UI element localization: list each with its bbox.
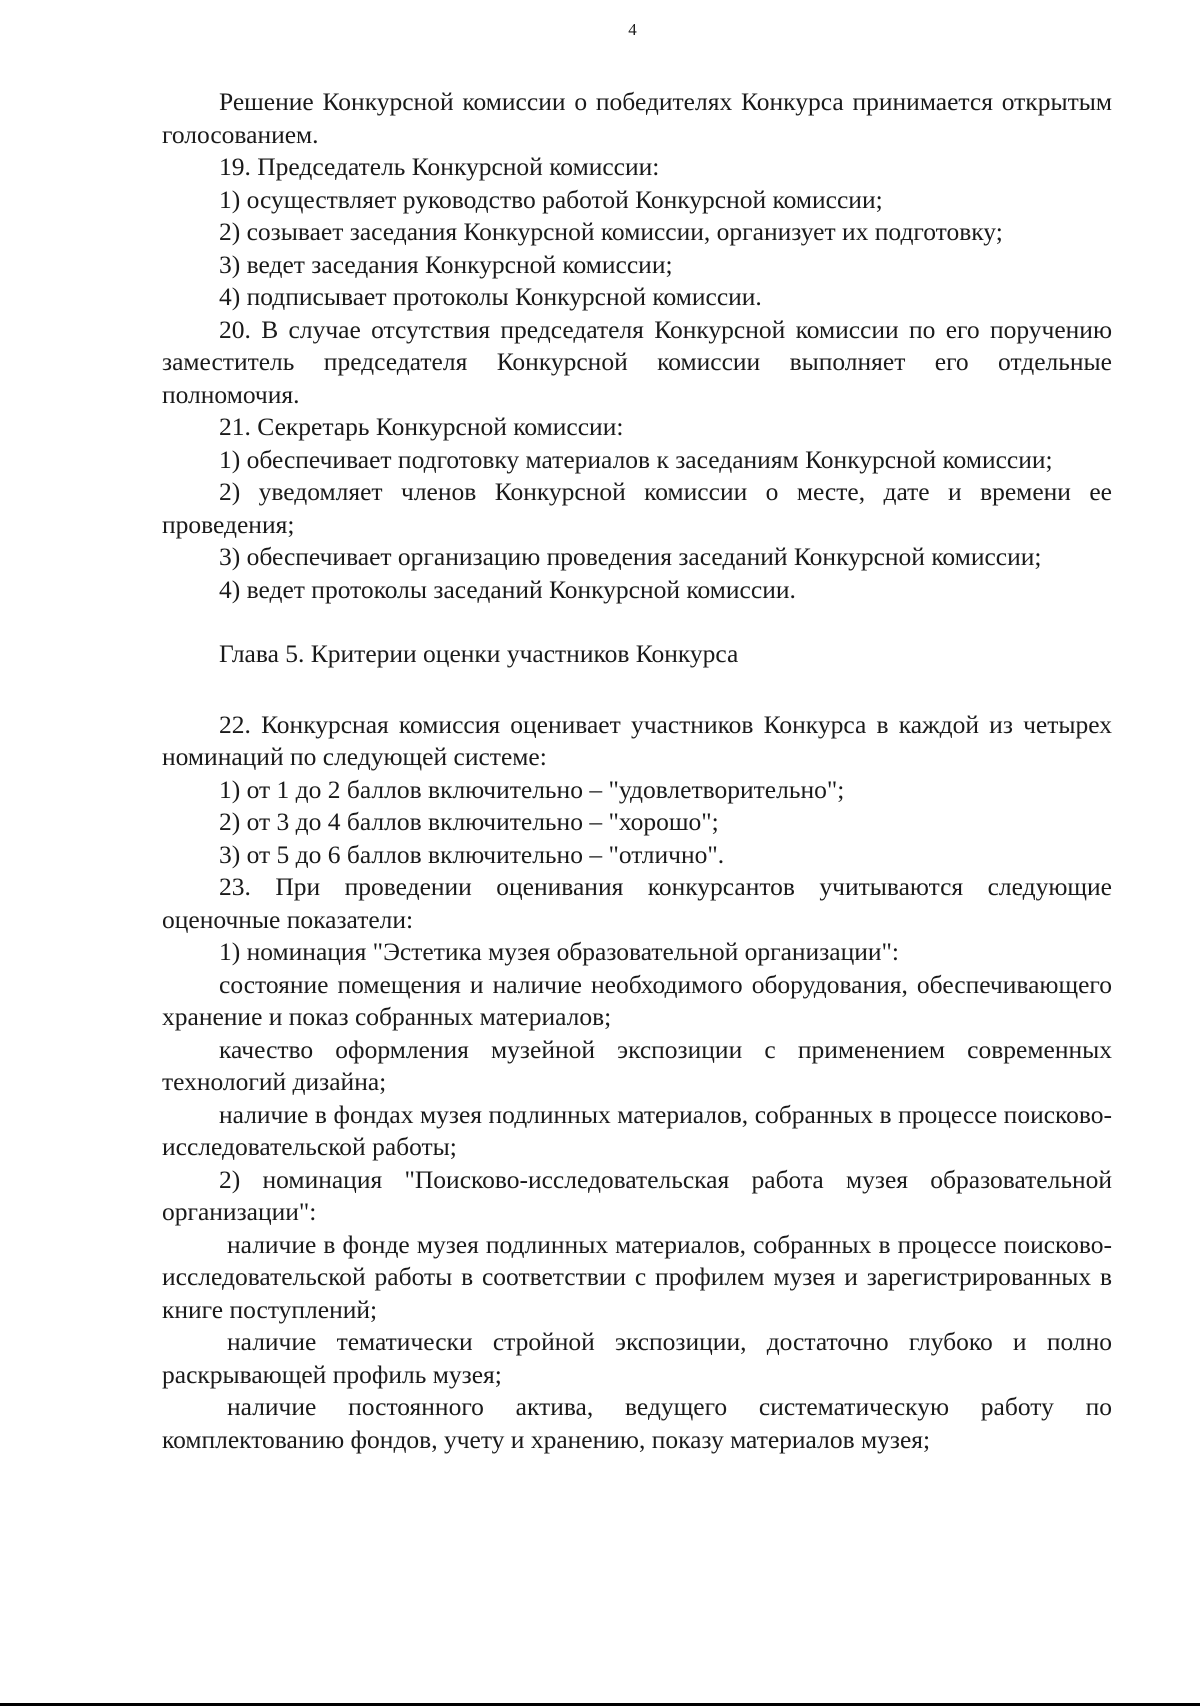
list-item: 3) обеспечивает организацию проведения заседаний Конкурсной комиссии; <box>219 542 1042 571</box>
list-item: 2) от 3 до 4 баллов включительно – "хорошо"; <box>219 807 719 836</box>
document-body <box>162 86 1112 1456</box>
nomination-heading: 2) номинация "Поисково-исследовательская работа музея образовательной организации": <box>162 1164 1112 1226</box>
list-item: 3) от 5 до 6 баллов включительно – "отлично". <box>219 839 725 869</box>
criterion-item: наличие постоянного актива, ведущего систематическую работу по комплектованию фондов, учету и хранению, показу материалов музея; <box>162 1392 1112 1454</box>
list-item: 3) ведет заседания Конкурсной комиссии; <box>219 249 673 279</box>
nomination-heading: 1) номинация "Эстетика музея образовательной организации": <box>219 937 900 966</box>
criterion-item: качество оформления музейной экспозиции с применением современных технологий дизайна; <box>162 1034 1112 1096</box>
criterion-item: состояние помещения и наличие необходимого оборудования, обеспечивающего хранение и показ собранных материалов; <box>162 969 1112 1031</box>
list-item: 2) созывает заседания Конкурсной комиссии, организует их подготовку; <box>219 217 1003 246</box>
paragraph-22: 22. Конкурсная комиссия оценивает участников Конкурса в каждой из четырех номинаций по следующей системе: <box>162 709 1112 771</box>
list-item: 4) подписывает протоколы Конкурсной комиссии. <box>219 282 762 311</box>
paragraph-19: 19. Председатель Конкурсной комиссии: <box>219 152 660 181</box>
criterion-item: наличие в фондах музея подлинных материалов, собранных в процессе поисково-исследовательской работы; <box>162 1099 1112 1161</box>
chapter-heading: Глава 5. Критерии оценки участников Конкурса <box>219 639 739 668</box>
page-number: 4 <box>628 20 637 39</box>
list-item: 1) от 1 до 2 баллов включительно – "удовлетворительно"; <box>219 774 845 804</box>
list-item: 1) осуществляет руководство работой Конкурсной комиссии; <box>219 184 883 214</box>
paragraph-20: 20. В случае отсутствия председателя Конкурсной комиссии по его поручению заместитель председателя Конкурсной комиссии выполняет его отдельные полномочия. <box>162 314 1112 409</box>
list-item: 4) ведет протоколы заседаний Конкурсной комиссии. <box>219 574 796 604</box>
paragraph-decision: Решение Конкурсной комиссии о победителях Конкурса принимается открытым голосованием. <box>162 87 1112 149</box>
criterion-item: наличие тематически стройной экспозиции, достаточно глубоко и полно раскрывающей профиль музея; <box>162 1327 1112 1389</box>
list-item: 2) уведомляет членов Конкурсной комиссии о месте, дате и времени ее проведения; <box>162 477 1112 539</box>
list-item: 1) обеспечивает подготовку материалов к заседаниям Конкурсной комиссии; <box>219 444 1053 474</box>
paragraph-23: 23. При проведении оценивания конкурсантов учитываются следующие оценочные показатели: <box>162 872 1112 934</box>
paragraph-21: 21. Секретарь Конкурсной комиссии: <box>219 412 624 441</box>
criterion-item: наличие в фонде музея подлинных материалов, собранных в процессе поисково-исследовательской работы в соответствии с профилем музея и зарегистрированных в книге поступлений; <box>162 1229 1112 1324</box>
